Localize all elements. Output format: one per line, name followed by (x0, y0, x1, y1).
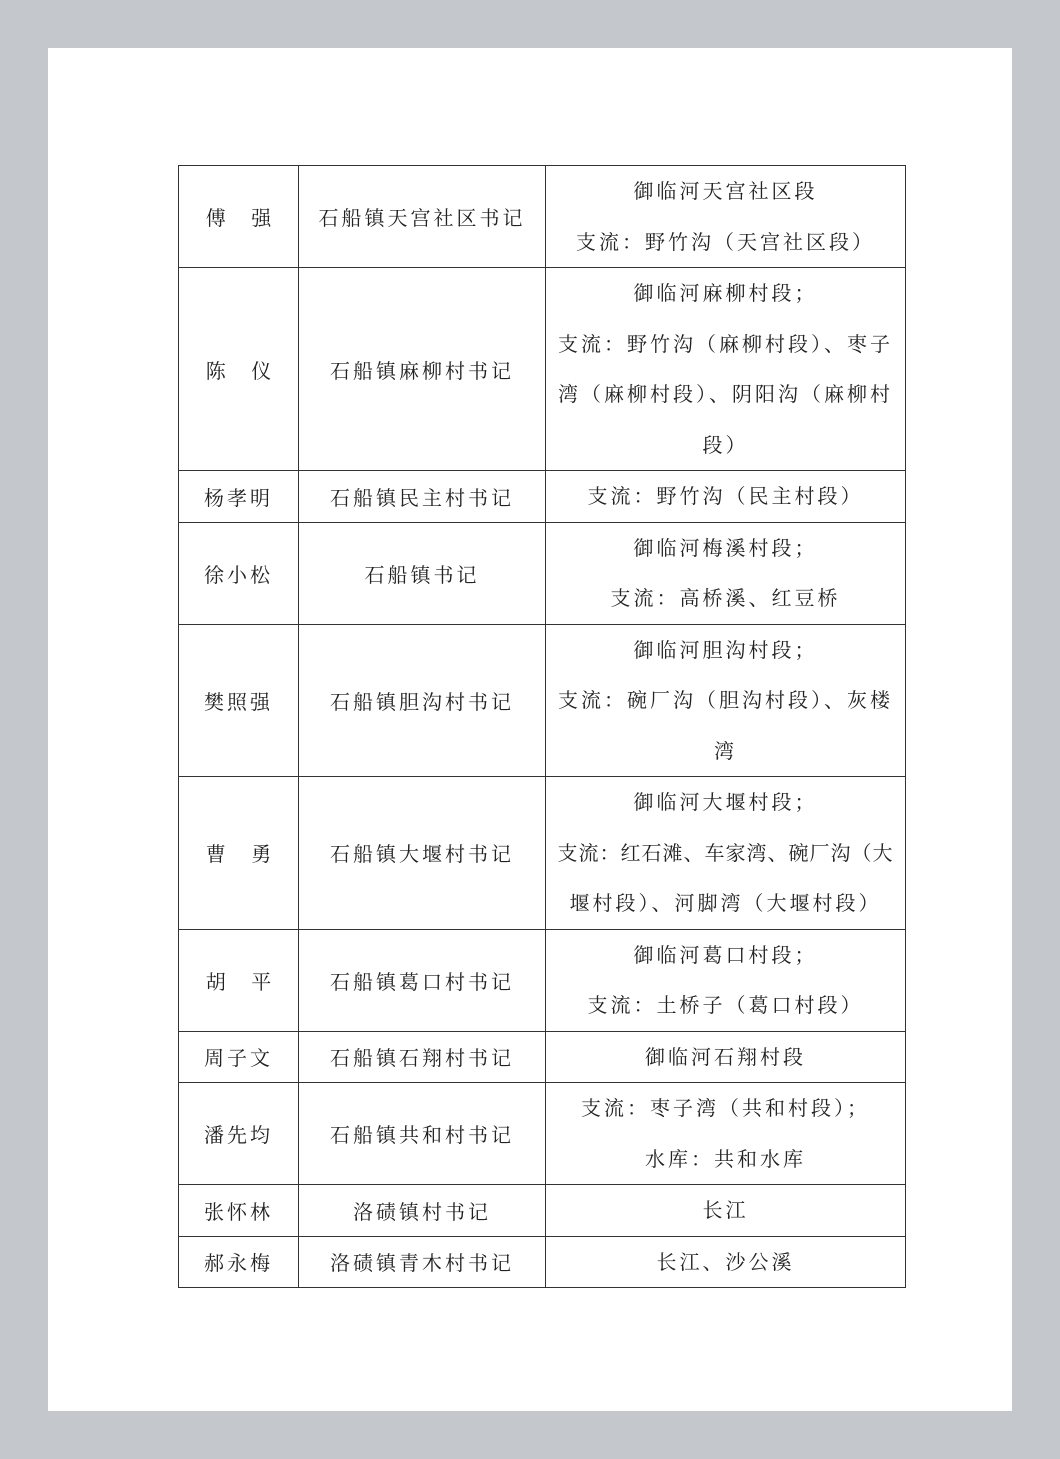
duty-line: 湾 (714, 738, 737, 763)
duty-line: 支流：枣子湾（共和村段）； (581, 1096, 870, 1120)
duty-line: 段） (702, 432, 749, 457)
duties-cell (546, 166, 906, 268)
duty-line: 御临河天宫社区段 (633, 179, 818, 203)
duties-cell (546, 522, 906, 624)
duty-line: 堰村段）、河脚湾（大堰村段） (569, 891, 882, 915)
duty-line: 御临河葛口村段； (633, 942, 818, 967)
position-cell: 石船镇胆沟村书记 (299, 624, 546, 777)
position-cell: 石船镇民主村书记 (299, 471, 546, 523)
duty-line: 御临河胆沟村段； (633, 637, 818, 662)
duty-line: 湾（麻柳村段）、阴阳沟（麻柳村 (558, 382, 893, 406)
duties-cell (546, 1031, 906, 1083)
name-cell: 徐小松 (179, 522, 299, 624)
name-cell: 傅 强 (179, 166, 299, 268)
river-chief-table (178, 165, 906, 1288)
position-cell: 石船镇麻柳村书记 (299, 268, 546, 471)
duties-cell (546, 929, 906, 1031)
name-cell: 杨孝明 (179, 471, 299, 523)
name-cell: 周子文 (179, 1031, 299, 1083)
name-cell: 张怀林 (179, 1185, 299, 1237)
name-cell: 陈 仪 (179, 268, 299, 471)
position-cell: 洛碛镇青木村书记 (299, 1236, 546, 1288)
duties-cell (546, 1083, 906, 1185)
position-cell: 石船镇石翔村书记 (299, 1031, 546, 1083)
duty-line: 御临河大堰村段； (633, 790, 818, 814)
table-row (179, 522, 906, 624)
position-cell: 石船镇共和村书记 (299, 1083, 546, 1185)
name-cell: 潘先均 (179, 1083, 299, 1185)
position-cell: 石船镇书记 (299, 522, 546, 624)
duty-line: 御临河石翔村段 (645, 1044, 806, 1069)
position-cell: 石船镇天宫社区书记 (299, 166, 546, 268)
duty-line: 长江、沙公溪 (656, 1249, 795, 1274)
position-cell: 石船镇大堰村书记 (299, 777, 546, 930)
name-cell: 胡 平 (179, 929, 299, 1031)
table-row (179, 268, 906, 471)
document-page (48, 48, 1012, 1411)
duty-line: 支流：野竹沟（民主村段） (587, 484, 864, 508)
duties-cell (546, 268, 906, 471)
position-cell: 洛碛镇村书记 (299, 1185, 546, 1237)
duties-cell (546, 1236, 906, 1288)
table-row (179, 1236, 906, 1288)
table-row (179, 166, 906, 268)
name-cell: 樊照强 (179, 624, 299, 777)
table-row (179, 1185, 906, 1237)
table-row (179, 1031, 906, 1083)
table-row (179, 471, 906, 523)
name-cell: 曹 勇 (179, 777, 299, 930)
duty-line: 支流：野竹沟（麻柳村段）、枣子 (558, 331, 893, 356)
duties-cell (546, 1185, 906, 1237)
duty-line: 支流：野竹沟（天宫社区段） (576, 229, 875, 254)
duty-line: 支流：高桥溪、红豆桥 (610, 586, 841, 610)
duty-line: 水库：共和水库 (645, 1146, 806, 1171)
duty-line: 长江 (702, 1198, 749, 1222)
name-cell: 郝永梅 (179, 1236, 299, 1288)
duty-line: 支流：碗厂沟（胆沟村段）、灰楼 (558, 688, 893, 712)
position-cell: 石船镇葛口村书记 (299, 929, 546, 1031)
table-row (179, 1083, 906, 1185)
duty-line: 支流：红石滩、车家湾、碗厂沟（大 (557, 840, 894, 865)
duties-cell (546, 624, 906, 777)
duties-cell (546, 471, 906, 523)
duty-line: 支流：土桥子（葛口村段） (587, 993, 864, 1017)
duty-line: 御临河麻柳村段； (633, 281, 818, 305)
table-row (179, 929, 906, 1031)
table-row (179, 624, 906, 777)
duties-cell (546, 777, 906, 930)
table-row (179, 777, 906, 930)
duty-line: 御临河梅溪村段； (633, 535, 818, 560)
